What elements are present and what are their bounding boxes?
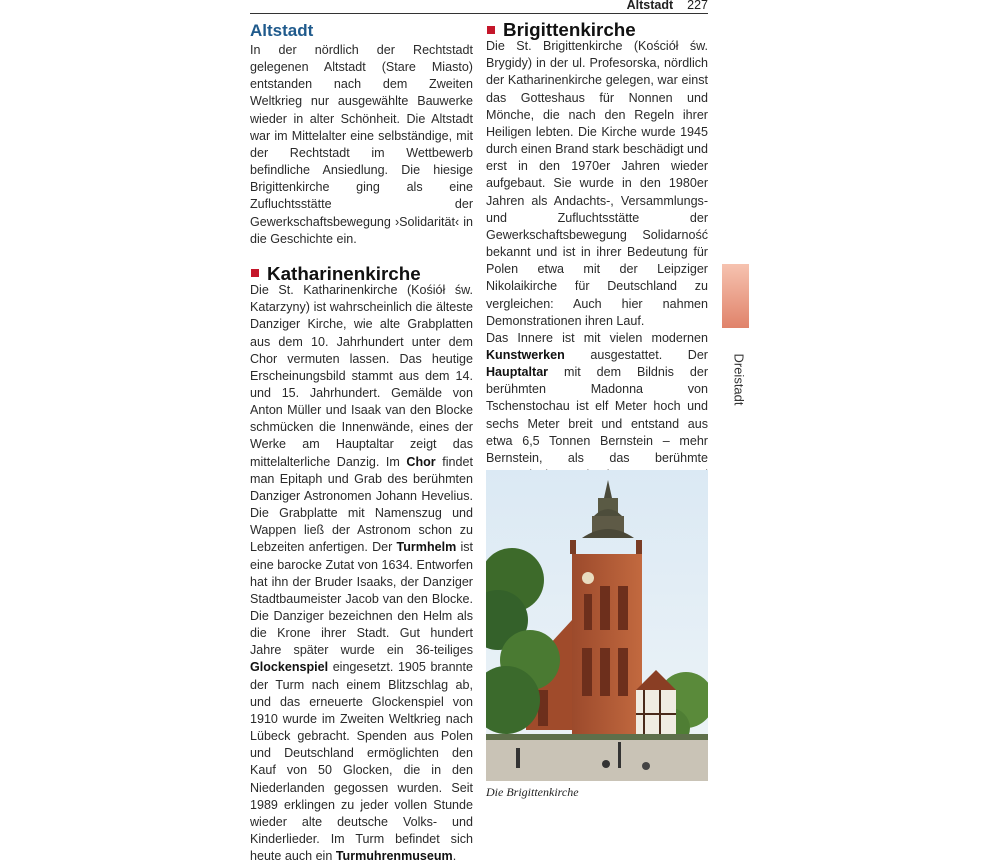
header-rule: [250, 13, 708, 14]
bullet-square-icon: [251, 269, 259, 277]
chapter-label: Dreistadt: [731, 353, 747, 406]
bold-term: Chor: [406, 454, 436, 469]
bold-term: Kunstwerken: [486, 347, 565, 362]
running-head-section: Altstadt: [626, 0, 674, 12]
photo-caption: Die Brigittenkirche: [486, 785, 579, 799]
katharinenkirche-heading-text: Katharinenkirche: [267, 262, 421, 284]
brigittenkirche-heading-text: Brigittenkirche: [503, 19, 636, 40]
bold-term: Turmhelm: [396, 540, 457, 555]
katharinenkirche-paragraph: Die St. Katharinenkirche (Kośiół św. Katarzyny) ist wahrscheinlich die älteste Danziger Kirche, wie alte Grabplatten aus dem 10. Jahrhundert unter dem Chor vermuten lassen. Das heutige Erscheinungsbild stammt aus dem 14. und 15. Jahrhundert. Gemälde von Anton Müller und Isaak van den Blocke schmücken die Innenwände, eines der Werke am Hauptaltar zeigt das mittelalterliche Danzig. Im Chor findet man Epitaph und Grab des berühmten Danziger Astronomen Johann Hevelius. Die Grabplatte mit Namenszug und Wappen ließ der Astronom schon zu Lebzeiten anfertigen. Der Turmhelm ist eine barocke Zutat von 1634. Entworfen hat ihn der Bruder Isaaks, der Danziger Stadtbaumeister Jacob van den Blocke. Die Danziger bezeichnen den Helm als die Krone ihrer Stadt. Gut hundert Jahre später wurde ein 36-teiliges Glockenspiel eingesetzt. 1905 brannte der Turm nach einem Blitzschlag ab, und das erneuerte Glockenspiel von 1910 wurde im Zweiten Weltkrieg nach Lübeck gebracht. Spenden aus Polen und Deutschland ermöglichten den Kauf von 50 Glocken, die in den Niederlanden gegossen wurden. Seit 1989 erklingen zu jeder vollen Stunde wieder alte deutsche Volks- und Kinderlieder. Im Turm befindet sich heute auch ein Turmuhrenmuseum.: [250, 283, 473, 864]
page-title: Altstadt: [250, 21, 314, 40]
bullet-square-icon: [487, 26, 495, 34]
bold-term: Hauptaltar: [486, 365, 549, 380]
intro-paragraph: In der nördlich der Rechtstadt gelegenen Altstadt (Stare Miasto) entstanden nach dem Zweiten Weltkrieg nur ausgewählte Bauwerke wieder in alter Schönheit. Die Altstadt war im Mittelalter eine selbständige, mit der Rechtstadt im Wettbewerb befindliche Ansiedlung. Die hiesige Brigittenkirche ging als eine Zufluchtsstätte der Gewerkschaftsbewegung ›Solidarität‹ in die Geschichte ein.: [250, 43, 473, 246]
katharinenkirche-heading: [250, 262, 473, 284]
brigittenkirche-paragraph: Die St. Brigittenkirche (Kościół św. Brygidy) in der ul. Profesorska, nördlich der Katharinenkirche gelegen, war einst das Gotteshaus für Nonnen und Mönche, die nach den Regeln ihrer Heiligen lebten. Die Kirche wurde 1945 durch einen Brand stark beschädigt und erst in den 1970er Jahren wieder aufgebaut. Sie wurde in den 1980er Jahren als Andachts-, Versammlungs- und Zufluchtsstätte der Gewerkschaftsbewegung Solidarność bekannt und ist in ihrer Bedeutung für Polen etwa mit der Leipziger Nikolaikirche für Deutschland zu vergleichen: Auch hier nahmen Demonstrationen ihren Lauf.: [486, 39, 708, 328]
left-column: [250, 21, 473, 865]
brigittenkirche-heading: [486, 21, 708, 38]
running-head: [627, 0, 708, 12]
interior-paragraph: Das Innere ist mit vielen modernen Kunstwerken ausgestattet. Der Hauptaltar mit dem Bildnis der berühmten Madonna von Tschenstochau ist elf Meter hoch und sechs Meter breit und entstand aus etwa 6,5 Tonnen Bernstein – mehr Bernstein, als das berühmte: [486, 330, 708, 465]
brigittenkirche-photo: [486, 470, 708, 781]
chapter-tab: [722, 264, 749, 328]
right-column: [486, 21, 708, 519]
bold-term: Glockenspiel: [250, 660, 329, 675]
page-number: 227: [687, 0, 708, 12]
bold-term: Turmuhrenmuseum: [335, 849, 453, 864]
